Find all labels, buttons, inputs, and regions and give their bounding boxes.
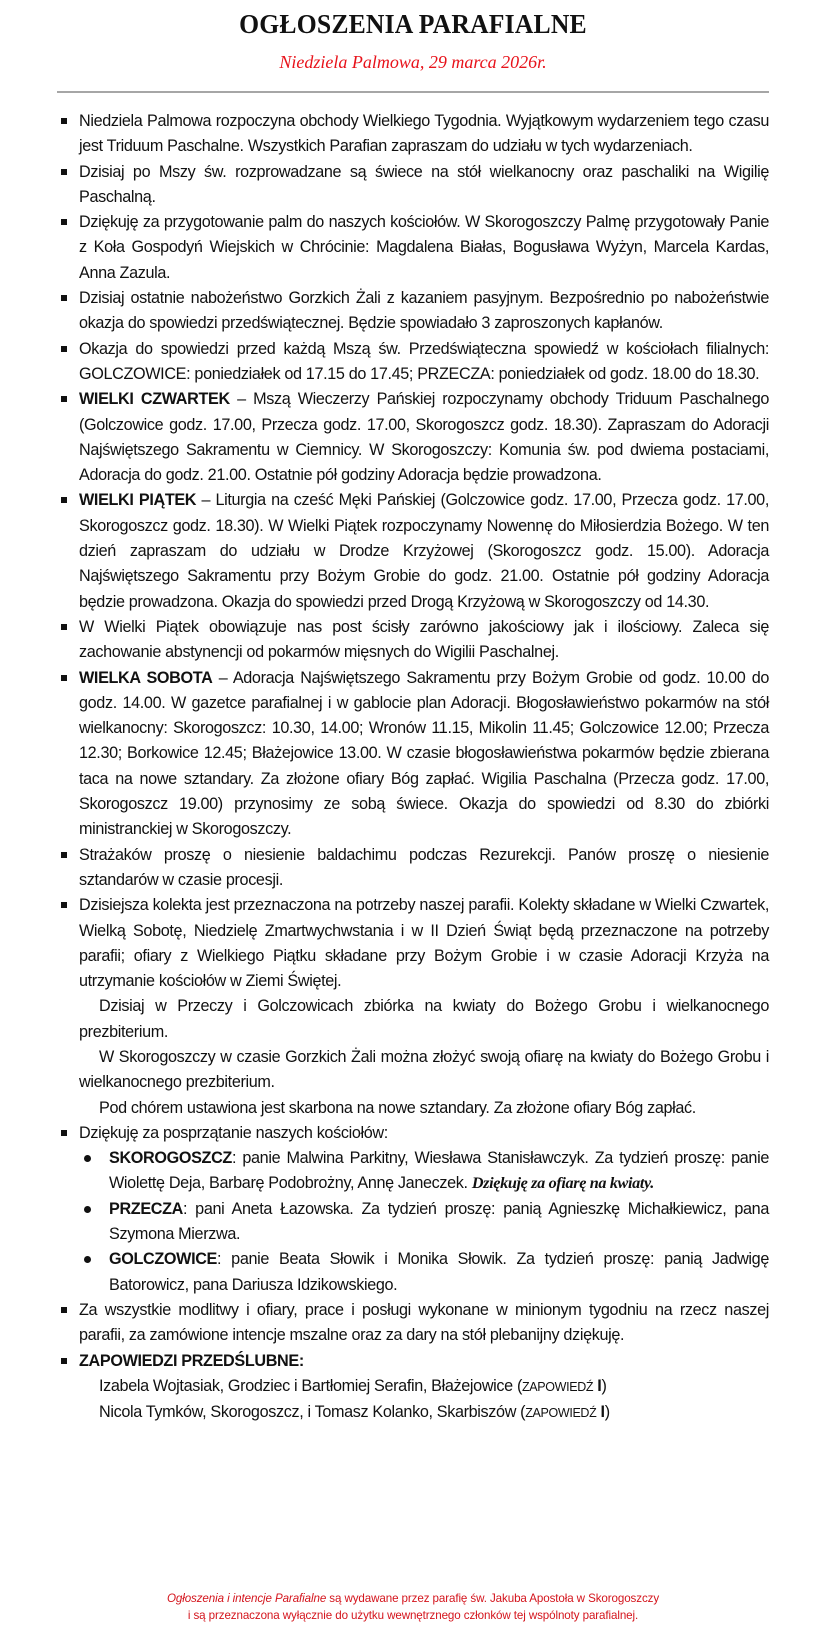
- announcement-item: Dziękuję za przygotowanie palm do naszych kościołów. W Skorogoszczy Palmę przygotowały Panie z Koła Gospodyń Wiejskich w Chrócinie: Magdalena Białas, Bogusława Wyżyn, Marcela Kardas, Anna Zazula.: [0, 210, 826, 286]
- banns-heading: ZAPOWIEDZI PRZEDŚLUBNE:: [0, 1349, 826, 1374]
- page-date: Niedziela Palmowa, 29 marca 2026r.: [279, 52, 547, 72]
- announcement-item: Dzisiaj ostatnie nabożeństwo Gorzkich Żali z kazaniem pasyjnym. Bezpośrednio po nabożeństwie okazja do spowiedzi przedświątecznej. Będzie spowiadało 3 zaproszonych kapłanów.: [0, 286, 826, 337]
- cleaning-entry: GOLCZOWICE: panie Beata Słowik i Monika Słowik. Za tydzień proszę: panią Jadwigę Batorowicz, pana Dariusza Idzikowskiego.: [0, 1247, 826, 1298]
- square-bullet-icon: [61, 169, 67, 175]
- announcement-item: Okazja do spowiedzi przed każdą Mszą św. Przedświąteczna spowiedź w kościołach filialnych: GOLCZOWICE: poniedziałek od 17.15 do 17.45; PRZECZA: poniedziałek od godz. 18.00 do 18.30.: [0, 337, 826, 388]
- square-bullet-icon: [61, 902, 67, 908]
- announcement-good-friday: WIELKI PIĄTEK – Liturgia na cześć Męki Pańskiej (Golczowice godz. 17.00, Przecza godz. 17.00, Skorogoszcz godz. 18.30). W Wielki Piątek rozpoczynamy Nowennę do Miłosierdzia Bożego. W ten dzień zapraszam do udziału w Drodze Krzyżowej (Skorogoszcz godz. 15.00). Adoracja Najświętszego Sakramentu przy Bożym Grobie do godz. 21.00. Ostatnie pół godziny Adoracja będzie prowadzona. Okazja do spowiedzi przed Drogą Krzyżową w Skorogoszczy od 14.30.: [0, 488, 826, 614]
- announcement-item: Strażaków proszę o niesienie baldachimu podczas Rezurekcji. Panów proszę o niesienie sztandarów w czasie procesji.: [0, 843, 826, 894]
- square-bullet-icon: [61, 1307, 67, 1313]
- announcement-item: W Wielki Piątek obowiązuje nas post ścisły zarówno jakościowy jak i ilościowy. Zaleca się zachowanie abstynencji od pokarmów mięsnych do Wigilii Paschalnej.: [0, 615, 826, 666]
- thanks-item: Za wszystkie modlitwy i ofiary, prace i posługi wykonane w minionym tygodniu na rzecz naszej parafii, za zamówione intencje mszalne oraz za dary na stół plebanijny dziękuję.: [0, 1298, 826, 1349]
- cleaning-entry: SKOROGOSZCZ: panie Malwina Parkitny, Wiesława Stanisławczyk. Za tydzień proszę: panie Wiolettę Deja, Barbarę Podobrożny, Annę Janeczek. Dziękuję za ofiarę na kwiaty.: [0, 1146, 826, 1197]
- paragraph: Pod chórem ustawiona jest skarbona na nowe sztandary. Za złożone ofiary Bóg zapłać.: [99, 1098, 696, 1117]
- place-name: PRZECZA: [109, 1199, 183, 1218]
- item-heading: WIELKI PIĄTEK: [79, 491, 197, 510]
- square-bullet-icon: [61, 1130, 67, 1136]
- paragraph: W Skorogoszczy w czasie Gorzkich Żali można złożyć swoją ofiarę na kwiaty do Bożego Grobu i wielkanocnego prezbiterium.: [79, 1047, 769, 1092]
- square-bullet-icon: [61, 852, 67, 858]
- round-bullet-icon: [84, 1155, 91, 1162]
- footer-note: Ogłoszenia i intencje Parafialne są wydawane przez parafię św. Jakuba Apostoła w Skorogoszczy i są przeznaczona wyłącznie do użytku wewnętrznego członków tej wspólnoty parafialnej.: [166, 1592, 660, 1622]
- header-divider: [57, 91, 769, 93]
- announcement-item: Dzisiejsza kolekta jest przeznaczona na potrzeby naszej parafii. Kolekty składane w Wielki Czwartek, Wielką Sobotę, Niedzielę Zmartwychwstania i w II Dzień Świąt będą przeznaczone na potrzeby parafii; ofiary z Wielkiego Piątku składane przy Bożym Grobie i w czasie Adoracji Krzyża na utrzymanie kościołów w Ziemi Świętej.: [0, 893, 826, 994]
- cleaning-intro: Dziękuję za posprzątanie naszych kościołów:: [0, 1121, 826, 1146]
- item-heading: WIELKA SOBOTA: [79, 668, 213, 687]
- square-bullet-icon: [61, 396, 67, 402]
- square-bullet-icon: [61, 1358, 67, 1364]
- announcement-holy-saturday: WIELKA SOBOTA – Adoracja Najświętszego Sakramentu przy Bożym Grobie od godz. 10.00 do godz. 14.00. W gazetce parafialnej i w gablocie plan Adoracji. Błogosławieństwo pokarmów na stół wielkanocny: Skorogoszcz: 10.30, 14.00; Wronów 11.15, Mikolin 11.45; Golczowice 12.00; Przecza 12.30; Borkowice 12.45; Błażejowice 13.00. W czasie błogosławieństwa pokarmów będzie zbierana taca na nowe sztandary. Za złożone ofiary Bóg zapłać. Wigilia Paschalna (Przecza godz. 17.00, Skorogoszcz 19.00) przynosimy ze sobą świece. Okazja do spowiedzi od 8.30 do zbiórki ministranckiej w Skorogoszczy.: [0, 666, 826, 843]
- flowers-thanks: Dziękuję za ofiarę na kwiaty.: [471, 1174, 654, 1193]
- announcement-holy-thursday: WIELKI CZWARTEK – Mszą Wieczerzy Pańskiej rozpoczynamy obchody Triduum Paschalnego (Golczowice godz. 17.00, Przecza godz. 17.00, Skorogoszcz godz. 18.30). Zapraszam do Adoracji Najświętszego Sakramentu w Ciemnicy. W Skorogoszczy: Komunia św. pod dwiema postaciami, Adoracja do godz. 21.00. Ostatnie pół godziny Adoracja będzie prowadzona.: [0, 387, 826, 488]
- square-bullet-icon: [61, 675, 67, 681]
- page-title: OGŁOSZENIA PARAFIALNE: [239, 9, 587, 39]
- square-bullet-icon: [61, 624, 67, 630]
- announcement-item: Niedziela Palmowa rozpoczyna obchody Wielkiego Tygodnia. Wyjątkowym wydarzeniem tego czasu jest Triduum Paschalne. Wszystkich Parafian zapraszam do udziału w tych wydarzeniach.: [0, 109, 826, 160]
- banns-entry: Izabela Wojtasiak, Grodziec i Bartłomiej Serafin, Błażejowice (ZAPOWIEDŹ I): [99, 1376, 607, 1395]
- place-name: SKOROGOSZCZ: [109, 1149, 232, 1168]
- header: [0, 0, 826, 73]
- round-bullet-icon: [84, 1256, 91, 1263]
- announcement-item: Dzisiaj po Mszy św. rozprowadzane są świece na stół wielkanocny oraz paschaliki na Wigilię Paschalną.: [0, 160, 826, 211]
- place-name: GOLCZOWICE: [109, 1250, 218, 1269]
- square-bullet-icon: [61, 219, 67, 225]
- square-bullet-icon: [61, 497, 67, 503]
- paragraph: Dzisiaj w Przeczy i Golczowicach zbiórka na kwiaty do Bożego Grobu i wielkanocnego prezbiterium.: [79, 997, 769, 1041]
- announcements: [0, 109, 826, 1426]
- square-bullet-icon: [61, 118, 67, 124]
- banns-entry: Nicola Tymków, Skorogoszcz, i Tomasz Kolanko, Skarbiszów (ZAPOWIEDŹ I): [99, 1403, 610, 1422]
- cleaning-entry: PRZECZA: pani Aneta Łazowska. Za tydzień proszę: panią Agnieszkę Michałkiewicz, pana Szymona Mierzwa.: [0, 1197, 826, 1248]
- square-bullet-icon: [61, 346, 67, 352]
- item-heading: WIELKI CZWARTEK: [79, 390, 230, 409]
- round-bullet-icon: [84, 1206, 91, 1213]
- square-bullet-icon: [61, 295, 67, 301]
